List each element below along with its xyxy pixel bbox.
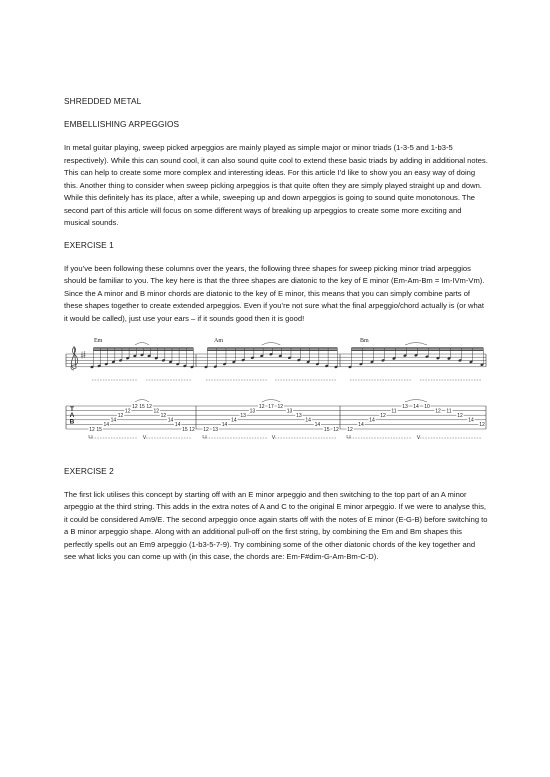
tab-number: 13 — [240, 412, 246, 419]
tab-clef-letter: B — [69, 417, 75, 425]
tab-slur-arc — [262, 399, 281, 402]
tab-number: 12 — [333, 426, 339, 433]
tab-number: 14 — [174, 421, 181, 428]
tab-number: 12 — [277, 403, 284, 410]
tab-number: 15 — [182, 426, 188, 433]
tab-number: 15 — [96, 426, 102, 433]
up-pick-icon — [272, 435, 275, 439]
exercise-1-heading: EXERCISE 1 — [64, 239, 114, 250]
tab-number: 14 — [358, 421, 364, 428]
down-pick-icon — [203, 435, 206, 438]
tab-number: 13 — [296, 412, 302, 419]
tab-clef-letter: A — [69, 411, 75, 419]
down-pick-icon — [347, 435, 350, 438]
tab-number: 13 — [249, 407, 256, 414]
tab-number: 12 — [132, 403, 138, 410]
tab-number: 12 — [89, 426, 95, 433]
tab-slur-arc — [135, 399, 149, 402]
tab-number: 14 — [103, 421, 110, 428]
exercise-1-paragraph: If you’ve been following these columns over the years, the following three shapes for sweep picking minor triad arpeggios should be familiar to you. The key here is that the three shapes are diatonic to the key of E minor (Em-Am-Bm = Im-IVm-Vm). Since the A minor and B minor chords are diatonic to the key of E minor, this means that you can simply combine parts of these shapes together to create extended arpeggios. Even if you’re not sure what the final arpeggio/chord actually is (or what it would be called), just use your ears – if it sounds good then it is good! — [64, 263, 485, 324]
treble-clef-icon — [71, 346, 78, 370]
tab-number: 14 — [110, 417, 117, 424]
down-pick-icon — [89, 435, 92, 438]
tab-number: 14 — [369, 417, 375, 424]
tab-number: 12 — [347, 426, 353, 433]
tab-number: 14 — [231, 417, 237, 424]
tab-number: 12 — [457, 412, 463, 419]
tab-number: 17 — [268, 403, 274, 410]
staff-slur-arc — [262, 342, 281, 345]
intro-paragraph: In metal guitar playing, sweep picked arpeggios are mainly played as simple major or minor triads (1-3-5 and 1-b3-5 respectively). While this can sound cool, it can also sound quite cool to extend these basic triads by adding in additional notes. This can help to create some more complex and interesting ideas. For this article I’d like to show you an easy way of doing this. Another thing to consider when sweep picking arpeggios is that quite often they are simply played straight up and down. While this definitely has its place, after a while, sweeping up and down arpeggios is going to sound quite monotonous. The second part of this article will focus on some different ways of breaking up arpeggios to create some more exciting and musical sounds. — [64, 143, 488, 228]
tab-number: 11 — [391, 407, 397, 414]
tab-number: 12 — [153, 407, 160, 414]
tab-number: 14 — [413, 403, 419, 410]
document-body — [64, 96, 488, 574]
tab-number: 12 — [160, 412, 167, 419]
tab-number: 13 — [212, 426, 219, 433]
tab-number: 13 — [402, 403, 408, 410]
tab-number: 15 — [139, 403, 145, 410]
tab-number: 13 — [286, 407, 293, 414]
tab-number: 14 — [314, 421, 321, 428]
tab-number: 12 — [479, 421, 485, 428]
tab-number: 14 — [305, 417, 311, 424]
tab-number: 14 — [468, 417, 474, 424]
tab-number: 12 — [117, 412, 124, 419]
staff-slur-arc — [405, 342, 427, 345]
tab-number: 12 — [258, 403, 265, 410]
article-subtitle: EMBELLISHING ARPEGGIOS — [64, 119, 180, 129]
tab-number: 14 — [221, 421, 228, 428]
tab-number: 12 — [189, 426, 195, 433]
tab-number: 10 — [424, 403, 430, 410]
tab-number: 12 — [380, 412, 386, 419]
exercise-2-paragraph: The first lick utilises this concept by starting off with an E minor arpeggio and then switching to the top part of an A minor arpeggio at the third string. This adds in the extra notes of A and C to the original E minor arpeggio. If we were to analyse this, it could be considered Am9/E. The second arpeggio once again starts off with the notes of E minor (E-G-B) before switching to a B minor arpeggio shape. Along with an additional pull-off on the first string, by combining the Em and Bm shapes this perfectly spells out an Em9 arpeggio (1-b3-5-7-9). Try combining some of the other diatonic chords of the key together and see what licks you can come up with (in this case, the chords are: Em-F#dim-G-Am-Bm-C-D). — [64, 489, 488, 562]
tab-number: 14 — [167, 417, 174, 424]
notation-svg — [64, 332, 488, 452]
up-pick-icon — [143, 435, 146, 439]
tab-number: 11 — [446, 407, 452, 414]
tab-number: 12 — [124, 407, 131, 414]
chord-label: Bm — [360, 337, 369, 344]
notation-figure — [64, 332, 488, 452]
tab-number: 12 — [203, 426, 209, 433]
tab-number: 15 — [323, 426, 330, 433]
tab-number: 12 — [435, 407, 441, 414]
tab-number: 12 — [146, 403, 152, 410]
chord-label: Em — [94, 337, 103, 344]
exercise-2-heading: EXERCISE 2 — [64, 465, 114, 476]
up-pick-icon — [417, 435, 420, 439]
tab-slur-arc — [405, 399, 427, 402]
chord-label: Am — [214, 337, 223, 344]
tab-clef-letter: T — [70, 405, 74, 413]
staff-slur-arc — [135, 342, 149, 345]
article-title: SHREDDED METAL — [64, 96, 142, 106]
